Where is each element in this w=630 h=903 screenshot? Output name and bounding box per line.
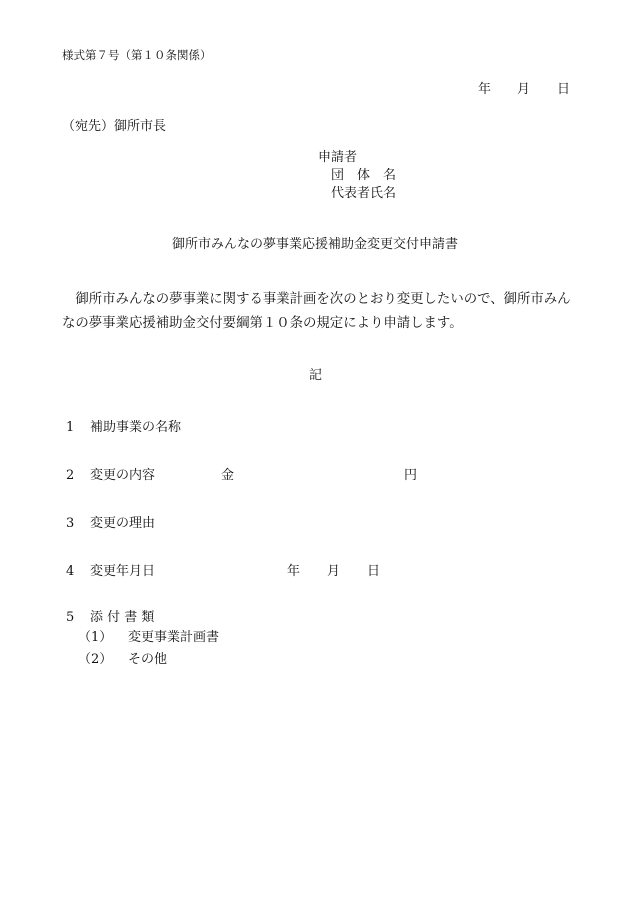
attachment-1-number: （1）: [78, 630, 113, 645]
document-title: 御所市みんなの夢事業応援補助金変更交付申請書: [171, 237, 458, 252]
item-1-label: 補助事業の名称: [90, 420, 182, 435]
attachment-1-label: 変更事業計画書: [128, 630, 220, 645]
item-2-label: 変更の内容: [90, 468, 156, 483]
body-line-1: 御所市みんなの夢事業に関する事業計画を次のとおり変更したいので、御所市みん: [62, 292, 571, 307]
item-5-label: 添 付 書 類: [90, 610, 155, 625]
item-5-number: 5: [66, 610, 75, 625]
item-3-number: 3: [66, 516, 75, 531]
amount-prefix: 金: [221, 468, 235, 483]
item-2-number: 2: [66, 468, 75, 483]
date-month: 月: [517, 82, 531, 97]
ki-heading: 記: [309, 368, 323, 383]
addressee: （宛先）御所市長: [62, 119, 167, 134]
date-year: 年: [478, 82, 492, 97]
org-name-label: 団 体 名: [331, 168, 397, 183]
change-month: 月: [327, 564, 341, 579]
item-4-number: 4: [66, 564, 75, 579]
item-4-label: 変更年月日: [90, 564, 156, 579]
form-number: 様式第７号（第１０条関係）: [62, 48, 212, 62]
amount-suffix: 円: [404, 468, 418, 483]
representative-label: 代表者氏名: [331, 186, 397, 201]
item-1-number: 1: [66, 420, 75, 435]
item-3-label: 変更の理由: [90, 516, 156, 531]
body-line-2: なの夢事業応援補助金交付要綱第１０条の規定により申請します。: [62, 316, 463, 331]
attachment-2-number: （2）: [78, 652, 113, 667]
change-day: 日: [367, 564, 381, 579]
applicant-label: 申請者: [318, 150, 358, 165]
change-year: 年: [287, 564, 301, 579]
attachment-2-label: その他: [128, 652, 168, 667]
date-day: 日: [557, 82, 571, 97]
